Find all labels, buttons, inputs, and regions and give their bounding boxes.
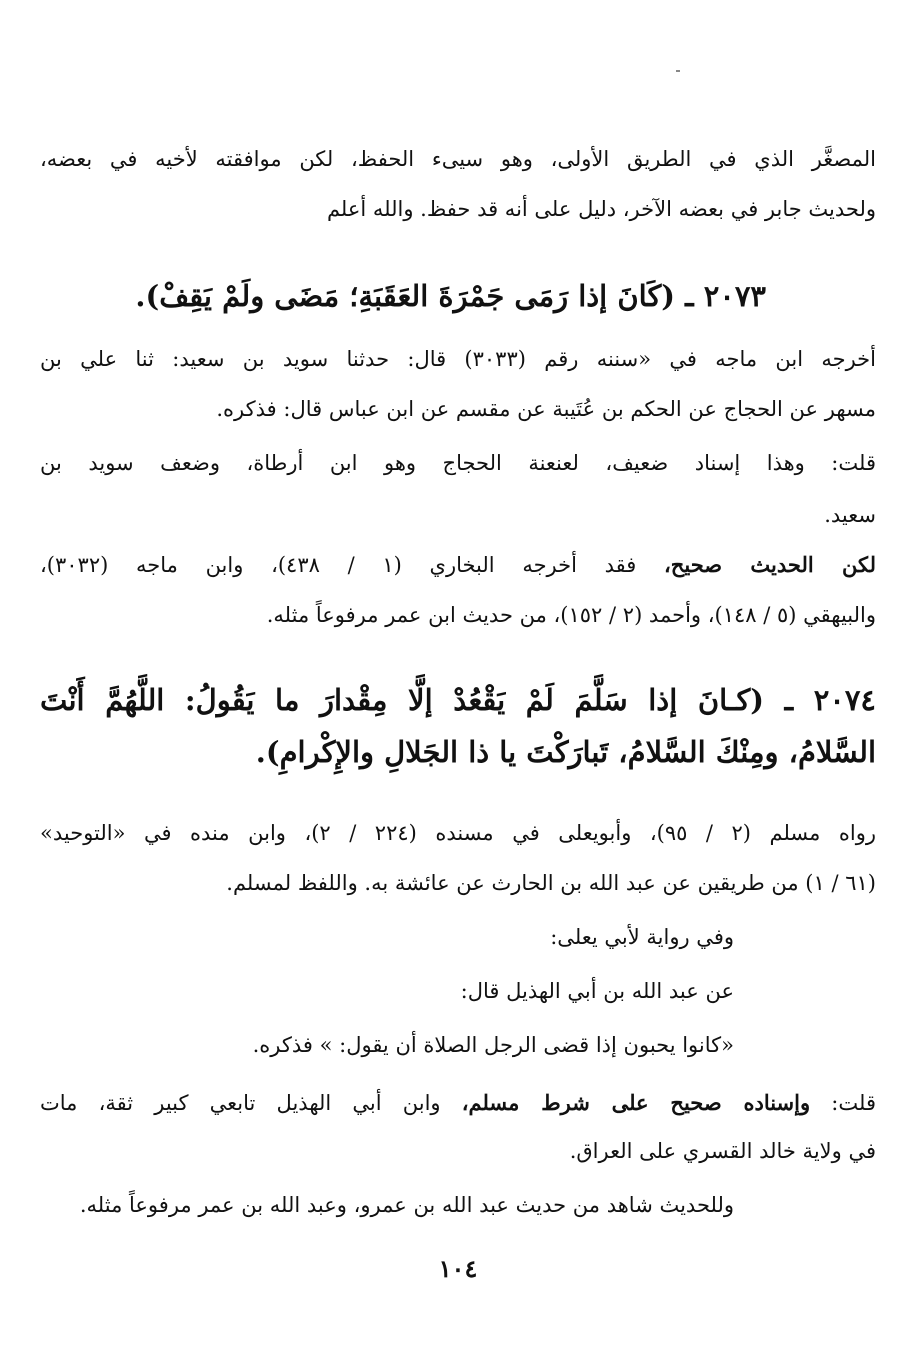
text-line: مسهر عن الحجاج عن الحكم بن عُتَيبة عن مقسم عن ابن عباس قال: فذكره. <box>216 397 876 421</box>
text-span: وابن أبي الهذيل تابعي كبير ثقة، مات <box>40 1091 462 1115</box>
text-line: وفي رواية لأبي يعلى: <box>550 925 734 949</box>
bold-phrase: لكن الحديث صحيح، <box>664 552 876 577</box>
text-line: «كانوا يحبون إذا قضى الرجل الصلاة أن يقول: » فذكره. <box>252 1033 734 1057</box>
text-line: والبيهقي (٥ / ١٤٨)، وأحمد (٢ / ١٥٢)، من حديث ابن عمر مرفوعاً مثله. <box>266 603 876 627</box>
text-span: فقد أخرجه البخاري (١ / ٤٣٨)، وابن ماجه (٣٠٣٢)، <box>40 553 665 577</box>
text-line <box>40 550 876 580</box>
text-line: (٦١ / ١) من طريقين عن عبد الله بن الحارث عن عائشة به. واللفظ لمسلم. <box>226 871 876 895</box>
hadith-heading-2073: ٢٠٧٣ ـ (كَانَ إذا رَمَى جَمْرَةَ العَقَبَةِ؛ مَضَى ولَمْ يَقِفْ). <box>135 279 766 313</box>
text-line: أخرجه ابن ماجه في «سننه رقم (٣٠٣٣) قال: حدثنا سويد بن سعيد: ثنا علي بن <box>40 347 876 371</box>
text-line: ولحديث جابر في بعضه الآخر، دليل على أنه قد حفظ. والله أعلم <box>326 197 876 221</box>
bold-phrase: وإسناده صحيح على شرط مسلم، <box>461 1090 811 1115</box>
text-span: قلت: <box>810 1091 876 1115</box>
text-line: المصغَّر الذي في الطريق الأولى، وهو سيىء الحفظ، لكن موافقته لأخيه في بعضه، <box>40 147 876 171</box>
text-line: في ولاية خالد القسري على العراق. <box>569 1139 876 1163</box>
hadith-heading-2074-cont: السَّلامُ، ومِنْكَ السَّلامُ، تَبارَكْتَ يا ذا الجَلالِ والإِكْرامِ). <box>255 735 876 769</box>
page-number: ١٠٤ <box>438 1254 478 1283</box>
text-line <box>40 1088 876 1118</box>
hadith-heading-2074: ٢٠٧٤ ـ (كـانَ إذا سَلَّمَ لَمْ يَقْعُدْ إلَّا مِقْدارَ ما يَقُولُ: اللَّهُمَّ أَنْتَ <box>40 683 876 717</box>
text-line: وللحديث شاهد من حديث عبد الله بن عمرو، وعبد الله بن عمر مرفوعاً مثله. <box>79 1193 734 1217</box>
text-line: سعيد. <box>824 503 876 527</box>
scan-speck <box>676 70 680 72</box>
text-line: قلت: وهذا إسناد ضعيف، لعنعنة الحجاج وهو ابن أرطاة، وضعف سويد بن <box>40 451 876 475</box>
text-line: عن عبد الله بن أبي الهذيل قال: <box>460 979 734 1003</box>
text-line: رواه مسلم (٢ / ٩٥)، وأبويعلى في مسنده (٢٢٤ / ٢)، وابن منده في «التوحيد» <box>40 821 876 845</box>
